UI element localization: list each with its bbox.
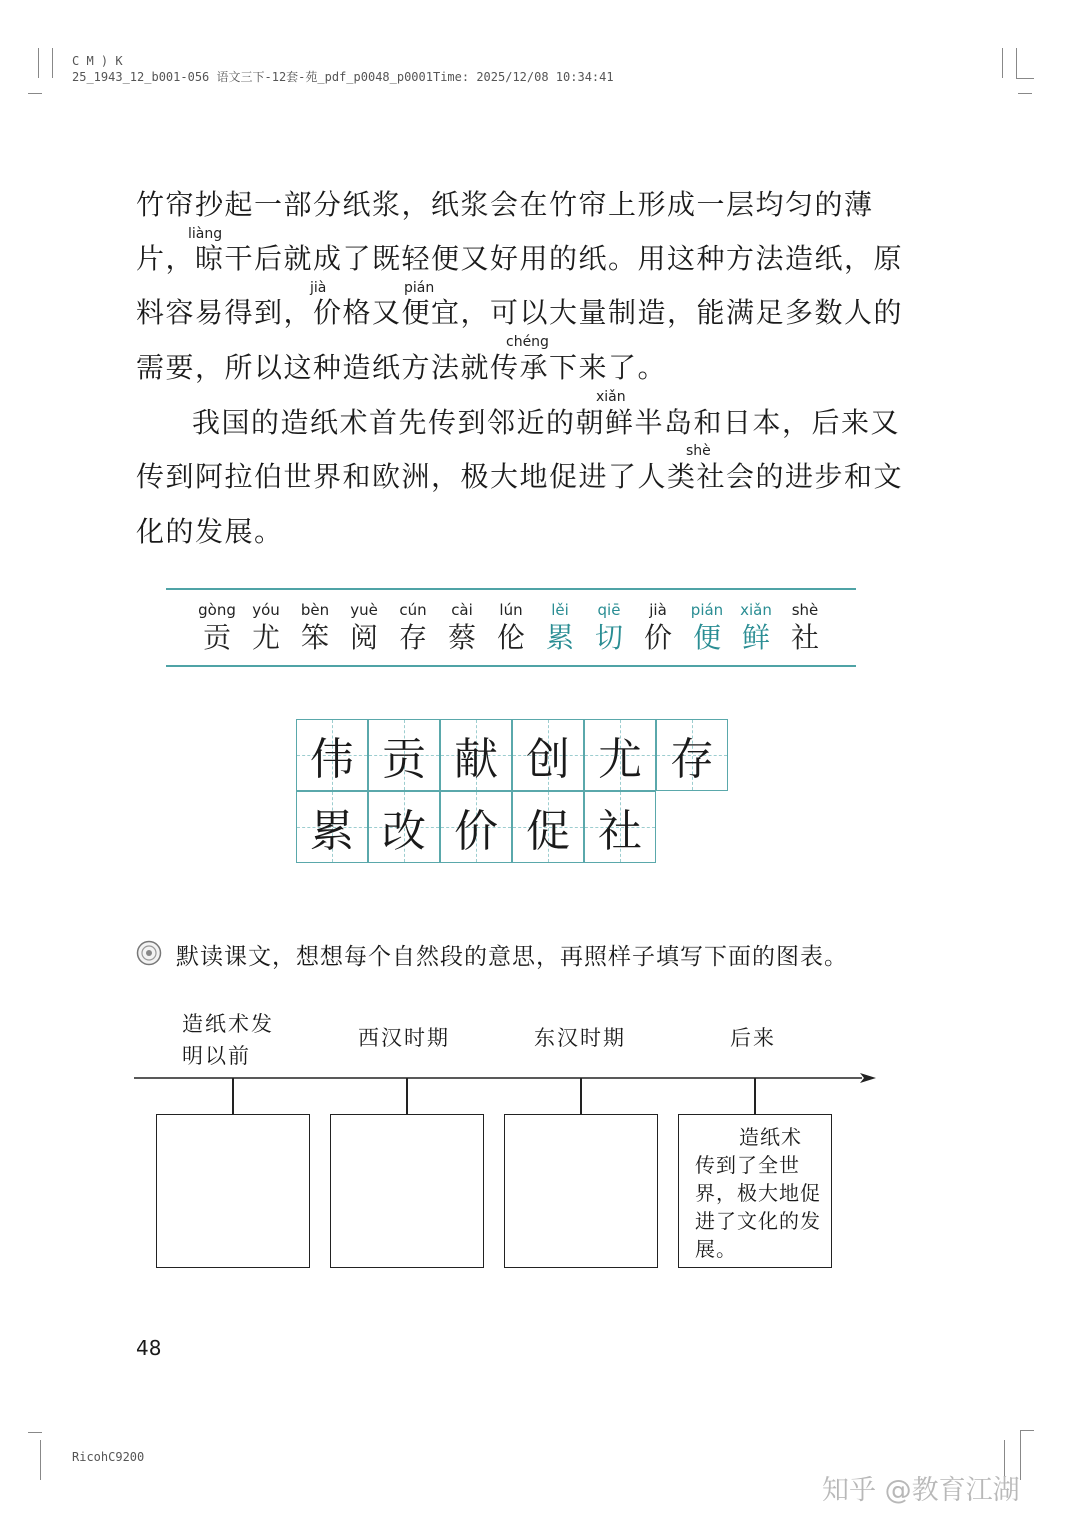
- timeline-label: 造纸术发明以前: [182, 1012, 274, 1068]
- example-answer-box: [678, 1114, 832, 1268]
- vocab-char: 价: [643, 621, 672, 654]
- vocab-char: 尤: [251, 621, 280, 654]
- vocab-item: [291, 600, 339, 656]
- crop-mark: [1016, 78, 1034, 79]
- grid-cell: [440, 719, 512, 791]
- vocab-item: [340, 600, 388, 656]
- vocab-char: 阅: [349, 621, 378, 654]
- crop-mark: [1016, 48, 1017, 78]
- answer-box[interactable]: [504, 1114, 658, 1268]
- vocab-pinyin: shè: [791, 601, 819, 619]
- grid-char: 社: [598, 806, 642, 857]
- grid-cell: [296, 719, 368, 791]
- print-header-line1: C M ) K: [72, 54, 123, 68]
- crop-mark: [28, 1432, 42, 1433]
- vocab-item: [193, 600, 241, 656]
- vocab-item-polyphone: [732, 600, 780, 656]
- grid-cell: [512, 791, 584, 863]
- vocab-band-bottom-rule: [166, 665, 856, 667]
- grid-cell: [368, 719, 440, 791]
- timeline-label: 东汉时期: [534, 1026, 626, 1050]
- vocab-char: 笨: [300, 621, 329, 654]
- vocab-char: 累: [545, 621, 574, 654]
- vocab-pinyin: cún: [399, 601, 427, 619]
- example-answer-text: 造纸术传到了全世界，极大地促进了文化的发展。: [695, 1125, 821, 1261]
- grid-char: 促: [526, 806, 570, 857]
- vocab-pinyin: qiē: [597, 601, 621, 619]
- answer-text: [505, 1115, 657, 1123]
- grid-char: 改: [382, 806, 426, 857]
- vocab-pinyin: gòng: [198, 601, 236, 619]
- vocab-band-top-rule: [166, 588, 856, 590]
- vocab-pinyin: lún: [499, 601, 523, 619]
- vocab-item: [389, 600, 437, 656]
- timeline-connector: [580, 1078, 582, 1114]
- answer-box[interactable]: [156, 1114, 310, 1268]
- vocab-char: 蔡: [447, 621, 476, 654]
- timeline-label: 西汉时期: [358, 1026, 450, 1050]
- grid-char: 价: [454, 806, 498, 857]
- timeline-label: 后来: [730, 1026, 776, 1050]
- crop-mark: [28, 93, 42, 94]
- pinyin-annotation: xiǎn: [596, 389, 626, 405]
- grid-char: 存: [670, 734, 714, 785]
- paragraph-line: 料容易得到，价格又便宜，可以大量制造，能满足多数人的: [136, 296, 904, 329]
- print-header-line2: 25_1943_12_b001-056 语文三下-12套-苑_pdf_p0048_p0001Time: 2025/12/08 10:34:41: [72, 70, 614, 84]
- paragraph-line: 化的发展。: [136, 515, 284, 548]
- pinyin-annotation: chéng: [506, 334, 549, 350]
- vocab-item: [242, 600, 290, 656]
- answer-box[interactable]: [330, 1114, 484, 1268]
- vocab-pinyin: yóu: [252, 601, 280, 619]
- vocab-pinyin: cài: [451, 601, 473, 619]
- grid-cell: [584, 791, 656, 863]
- vocab-pinyin: lěi: [551, 601, 569, 619]
- vocab-item: [438, 600, 486, 656]
- pinyin-annotation: pián: [404, 280, 435, 296]
- paragraph-line: 竹帘抄起一部分纸浆，纸浆会在竹帘上形成一层均匀的薄: [136, 188, 874, 221]
- vocab-char: 伦: [496, 621, 525, 654]
- answer-text: [157, 1115, 309, 1123]
- vocab-pinyin: bèn: [300, 601, 330, 619]
- crop-mark: [1002, 48, 1003, 78]
- vocab-item-polyphone: [536, 600, 584, 656]
- vocab-pinyin: yuè: [350, 601, 378, 619]
- grid-char: 尤: [598, 734, 642, 785]
- page-number: 48: [136, 1336, 162, 1360]
- vocab-char: 社: [790, 621, 819, 654]
- grid-char: 献: [454, 734, 498, 785]
- vocab-item-polyphone: [683, 600, 731, 656]
- timeline-connector: [754, 1078, 756, 1114]
- exercise-badge-icon: [136, 940, 162, 966]
- paragraph-line: 片，晾干后就成了既轻便又好用的纸。用这种方法造纸，原: [136, 242, 904, 275]
- crop-mark: [52, 48, 53, 78]
- vocab-char: 存: [398, 621, 427, 654]
- grid-cell: [512, 719, 584, 791]
- crop-mark: [1020, 1430, 1021, 1480]
- vocab-char: 鲜: [741, 621, 770, 654]
- vocab-item: [487, 600, 535, 656]
- crop-mark: [38, 48, 39, 78]
- print-footer: RicohC9200: [72, 1450, 145, 1464]
- grid-char: 创: [526, 734, 570, 785]
- grid-cell: [368, 791, 440, 863]
- exercise-instruction: 默读课文，想想每个自然段的意思，再照样子填写下面的图表。: [176, 944, 848, 970]
- vocab-pinyin: jià: [649, 601, 667, 619]
- paragraph-line: 传到阿拉伯世界和欧洲，极大地促进了人类社会的进步和文: [136, 460, 904, 493]
- vocab-item: [781, 600, 829, 656]
- grid-cell: [656, 719, 728, 791]
- crop-mark: [1018, 93, 1032, 94]
- grid-char: 伟: [310, 734, 354, 785]
- vocab-item-polyphone: [585, 600, 633, 656]
- paragraph-line: 需要，所以这种造纸方法就传承下来了。: [136, 351, 668, 384]
- vocab-char: 切: [594, 621, 623, 654]
- vocab-char: 便: [692, 621, 721, 654]
- pinyin-annotation: liàng: [188, 226, 223, 242]
- pinyin-annotation: jià: [310, 280, 327, 296]
- grid-cell: [584, 719, 656, 791]
- watermark: 知乎 @教育江湖: [822, 1475, 1020, 1506]
- timeline-connector: [406, 1078, 408, 1114]
- crop-mark: [40, 1440, 41, 1480]
- pinyin-annotation: shè: [686, 443, 711, 459]
- vocab-pinyin: xiǎn: [740, 601, 772, 619]
- timeline-arrow: [134, 1070, 878, 1086]
- grid-char: 贡: [382, 734, 426, 785]
- answer-text: [331, 1115, 483, 1123]
- grid-cell: [440, 791, 512, 863]
- paragraph-line: 我国的造纸术首先传到邻近的朝鲜半岛和日本，后来又: [192, 406, 901, 439]
- crop-mark: [1020, 1430, 1034, 1431]
- vocab-char: 贡: [202, 621, 231, 654]
- vocab-pinyin: pián: [690, 601, 724, 619]
- grid-char: 累: [310, 806, 354, 857]
- grid-cell: [296, 791, 368, 863]
- vocab-item: [634, 600, 682, 656]
- timeline-connector: [232, 1078, 234, 1114]
